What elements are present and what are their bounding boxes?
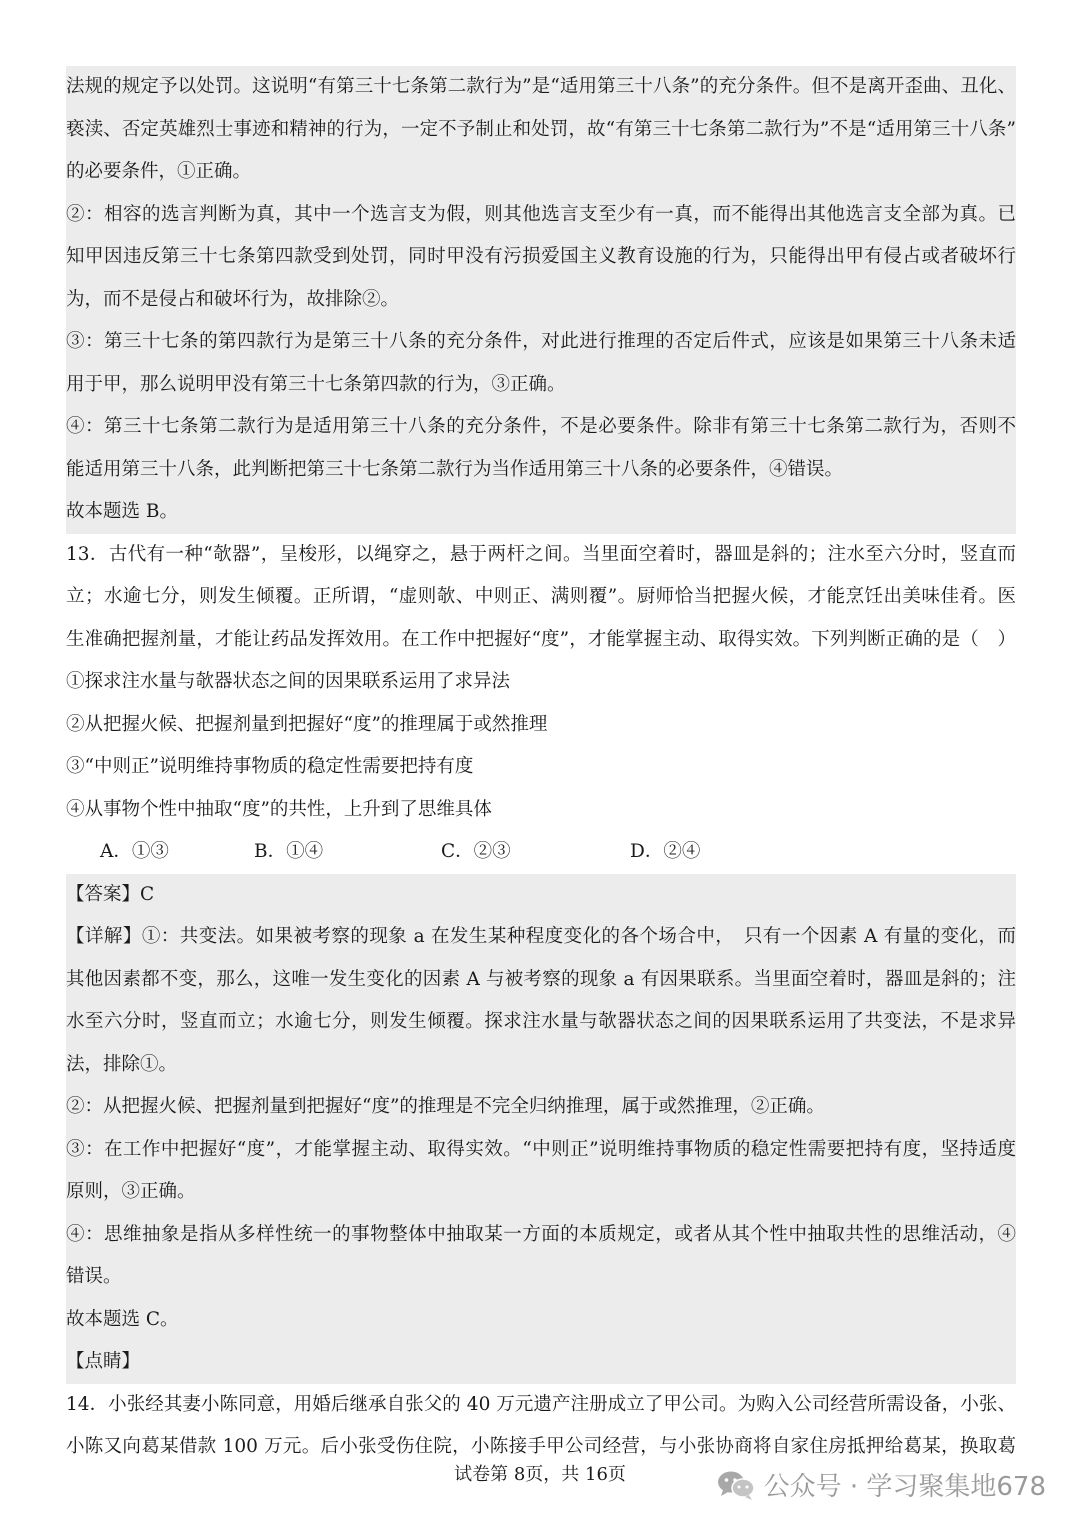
- text-line: 法规的规定予以处罚。这说明“有第三十七条第二款行为”是“适用第三十八条”的充分条件。但不是离开歪曲、丑化、: [66, 76, 1016, 97]
- text-line: 故本题选 C。: [66, 1308, 179, 1330]
- text-line: 为，而不是侵占和破坏行为，故排除②。: [66, 288, 400, 310]
- text-line: 原则，③正确。: [66, 1181, 196, 1202]
- question-13-options: [66, 831, 1016, 874]
- text-line: 能适用第三十八条，此判断把第三十七条第二款行为当作适用第三十八条的必要条件，④错误。: [66, 458, 844, 480]
- option-c: C．②③: [441, 841, 511, 862]
- page-footer: 试卷第 8页，共 16页: [454, 1464, 626, 1485]
- question-14: [66, 1384, 1016, 1469]
- text-line: ②从把握火候、把握剂量到把握好“度”的推理属于或然推理: [66, 713, 548, 735]
- text-line: 14．小张经其妻小陈同意，用婚后继承自张父的 40 万元遗产注册成立了甲公司。为购入公司经营所需设备，小张、: [66, 1393, 1016, 1415]
- text-line: ②：从把握火候、把握剂量到把握好“度”的推理是不完全归纳推理，属于或然推理，②正确。: [66, 1096, 825, 1117]
- text-line: ③：在工作中把握好“度”，才能掌握主动、取得实效。“中则正”说明维持事物质的稳定性需要把持有度，坚持适度: [66, 1138, 1016, 1160]
- text-line: 用于甲，那么说明甲没有第三十七条第四款的行为，③正确。: [66, 373, 566, 395]
- watermark: [716, 1466, 1046, 1503]
- text-line: 故本题选 B。: [66, 501, 178, 522]
- text-line: ③“中则正”说明维持事物质的稳定性需要把持有度: [66, 756, 474, 777]
- text-line: 法，排除①。: [66, 1053, 178, 1075]
- text-line: ④：第三十七条第二款行为是适用第三十八条的充分条件，不是必要条件。除非有第三十七条第二款行为，否则不: [66, 416, 1016, 437]
- text-line: 小陈又向葛某借款 100 万元。后小张受伤住院，小陈接手甲公司经营，与小张协商将自家住房抵押给葛某，换取葛: [66, 1436, 1016, 1457]
- text-line: 的必要条件，①正确。: [66, 161, 252, 182]
- text-line: ③：第三十七条的第四款行为是第三十八条的充分条件，对此进行推理的否定后件式，应该是如果第三十八条未适: [66, 331, 1016, 352]
- text-line: 错误。: [66, 1266, 122, 1287]
- answer-explanation-block-12: [66, 66, 1016, 534]
- document-page: [66, 66, 1016, 1469]
- text-line: 【点睛】: [66, 1351, 141, 1372]
- question-13: [66, 534, 1016, 832]
- option-a: A．①③: [100, 841, 169, 862]
- text-line: ②：相容的选言判断为真，其中一个选言支为假，则其他选言支至少有一真，而不能得出其他选言支全部为真。已: [66, 203, 1016, 225]
- wechat-official-account-icon: [716, 1469, 756, 1501]
- text-line: 【详解】①：共变法。如果被考察的现象 a 在发生某种程度变化的各个场合中， 只有一个因素 A 有量的变化，而: [66, 926, 1016, 947]
- text-line: 知甲因违反第三十七条第四款受到处罚，同时甲没有污损爱国主义教育设施的行为，只能得出甲有侵占或者破坏行: [66, 246, 1016, 267]
- text-line: ④从事物个性中抽取“度”的共性，上升到了思维具体: [66, 798, 492, 820]
- text-line: 13．古代有一种“欹器”，呈梭形，以绳穿之，悬于两杆之间。当里面空着时，器皿是斜的；注水至六分时，竖直而: [66, 543, 1016, 565]
- text-line: 生准确把握剂量，才能让药品发挥效用。在工作中把握好“度”，才能掌握主动、取得实效。下列判断正确的是（ ）: [66, 628, 1016, 650]
- text-line: ①探求注水量与欹器状态之间的因果联系运用了求异法: [66, 671, 511, 692]
- watermark-text: 公众号 · 学习聚集地678: [763, 1472, 1046, 1502]
- text-line: 【答案】C: [66, 883, 155, 905]
- text-line: ④：思维抽象是指从多样性统一的事物整体中抽取某一方面的本质规定，或者从其个性中抽取共性的思维活动，④: [66, 1223, 1016, 1245]
- text-line: 立；水逾七分，则发生倾覆。正所谓，“虚则欹、中则正、满则覆”。厨师恰当把握火候，才能烹饪出美味佳肴。医: [66, 586, 1016, 607]
- text-line: 其他因素都不变，那么，这唯一发生变化的因素 A 与被考察的现象 a 有因果联系。当里面空着时，器皿是斜的；注: [66, 968, 1016, 990]
- option-b: B．①④: [254, 841, 324, 862]
- option-d: D．②④: [630, 841, 701, 862]
- answer-explanation-block-13: [66, 874, 1016, 1384]
- text-line: 亵渎、否定英雄烈士事迹和精神的行为，一定不予制止和处罚，故“有第三十七条第二款行为”不是“适用第三十八条”: [66, 118, 1016, 140]
- text-line: 水至六分时，竖直而立；水逾七分，则发生倾覆。探求注水量与欹器状态之间的因果联系运用了共变法，不是求异: [66, 1011, 1016, 1032]
